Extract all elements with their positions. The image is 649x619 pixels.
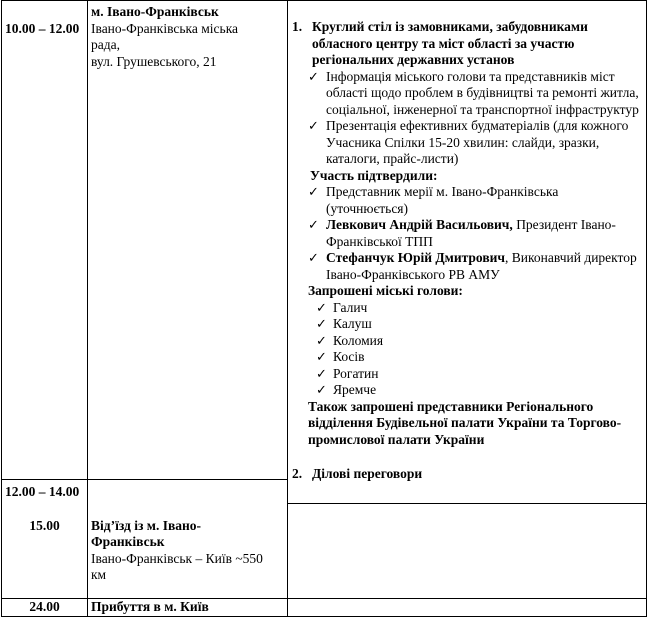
schedule-row (2, 1, 647, 480)
schedule-row (2, 599, 647, 617)
check-icon: ✓ (316, 365, 327, 381)
time-label: 24.00 (29, 599, 60, 614)
check-icon: ✓ (308, 68, 319, 84)
place-title: Від’їзд із м. Івано- (91, 517, 202, 533)
agenda-cell (288, 504, 647, 599)
participant-name: Стефанчук Юрій Дмитрович (326, 250, 506, 265)
item-title: Круглий стіл із замовниками, забудовниками обласного центру та міст області за участю регіональних державних установ (312, 19, 588, 67)
participant-role: Представник мерії м. Івано-Франківська (уточнюється) (326, 184, 559, 216)
mayor-item (316, 316, 643, 333)
place-line: рада, (91, 37, 120, 52)
check-icon: ✓ (308, 217, 319, 232)
confirmed-item (308, 184, 643, 217)
agenda-cell (288, 1, 647, 504)
mayor-item (316, 333, 643, 350)
schedule-table (1, 0, 647, 617)
agenda-item-1 (292, 19, 643, 69)
mayor-item (316, 349, 643, 366)
time-label: 15.00 (29, 517, 60, 533)
check-icon: ✓ (308, 184, 319, 199)
participant-name: Левкович Андрій Васильович, (326, 217, 513, 232)
place-title: Франківськ (91, 534, 165, 549)
item-number: 2. (292, 466, 303, 481)
also-invited-note: Також запрошені представники Регіонального відділення Будівельної палати України та Торгово-промислової палати України (308, 398, 622, 447)
city-name: Рогатин (333, 365, 379, 381)
city-name: Яремче (333, 382, 377, 397)
city-name: Галич (333, 299, 368, 315)
mayors-header: Запрошені міські голови: (308, 283, 463, 298)
city-name: Косів (333, 349, 365, 364)
check-icon: ✓ (316, 332, 327, 348)
place-line: вул. Грушевського, 21 (91, 53, 217, 69)
place-cell (88, 599, 288, 617)
schedule-row (2, 504, 647, 599)
check-icon: ✓ (308, 250, 319, 265)
check-icon: ✓ (316, 299, 327, 315)
bullet-text: Презентація ефективних будматеріалів (для кожного Учасника Спілки 15-20 хвилин: слайди, зразки, каталоги, прайс-листи) (326, 118, 629, 166)
check-icon: ✓ (316, 349, 327, 364)
item-number: 1. (292, 19, 303, 34)
item-title: Ділові переговори (312, 466, 423, 481)
agenda-cell (288, 599, 647, 617)
confirmed-item (308, 250, 643, 283)
place-cell (88, 504, 288, 599)
place-title: м. Івано-Франківськ (91, 4, 219, 19)
check-icon: ✓ (316, 316, 327, 331)
check-icon: ✓ (316, 382, 327, 397)
mayor-item (316, 382, 643, 399)
city-name: Калуш (333, 316, 372, 331)
confirmed-header: Участь підтвердили: (310, 167, 438, 183)
place-cell (88, 480, 288, 504)
check-icon: ✓ (308, 118, 319, 133)
time-label: 12.00 – 14.00 (5, 484, 80, 499)
city-name: Коломия (333, 332, 384, 348)
place-title: Прибуття в м. Київ (91, 599, 209, 614)
place-cell (88, 1, 288, 480)
bullet-item (308, 69, 643, 119)
time-cell (2, 1, 88, 480)
route-line: км (91, 567, 107, 582)
bullet-text: Інформація міського голови та представників міст області щодо проблем в будівництві та ремонті житла, соціальної, інженерної та транспортної інфраструктур (326, 68, 639, 117)
agenda-item-2 (292, 466, 643, 483)
place-line: Івано-Франківська міська (91, 20, 239, 36)
participant-role: , Виконавчий директор Івано-Франківського РВ АМУ (326, 250, 637, 282)
time-cell (2, 599, 88, 617)
time-cell (2, 480, 88, 504)
bullet-item (308, 118, 643, 168)
confirmed-item (308, 217, 643, 250)
mayor-item (316, 300, 643, 317)
route-line: Івано-Франківськ – Київ ~550 (91, 550, 263, 566)
mayor-item (316, 366, 643, 383)
participant-role: Президент Івано-Франківської ТПП (326, 217, 616, 249)
time-label: 10.00 – 12.00 (5, 21, 80, 36)
time-cell (2, 504, 88, 599)
